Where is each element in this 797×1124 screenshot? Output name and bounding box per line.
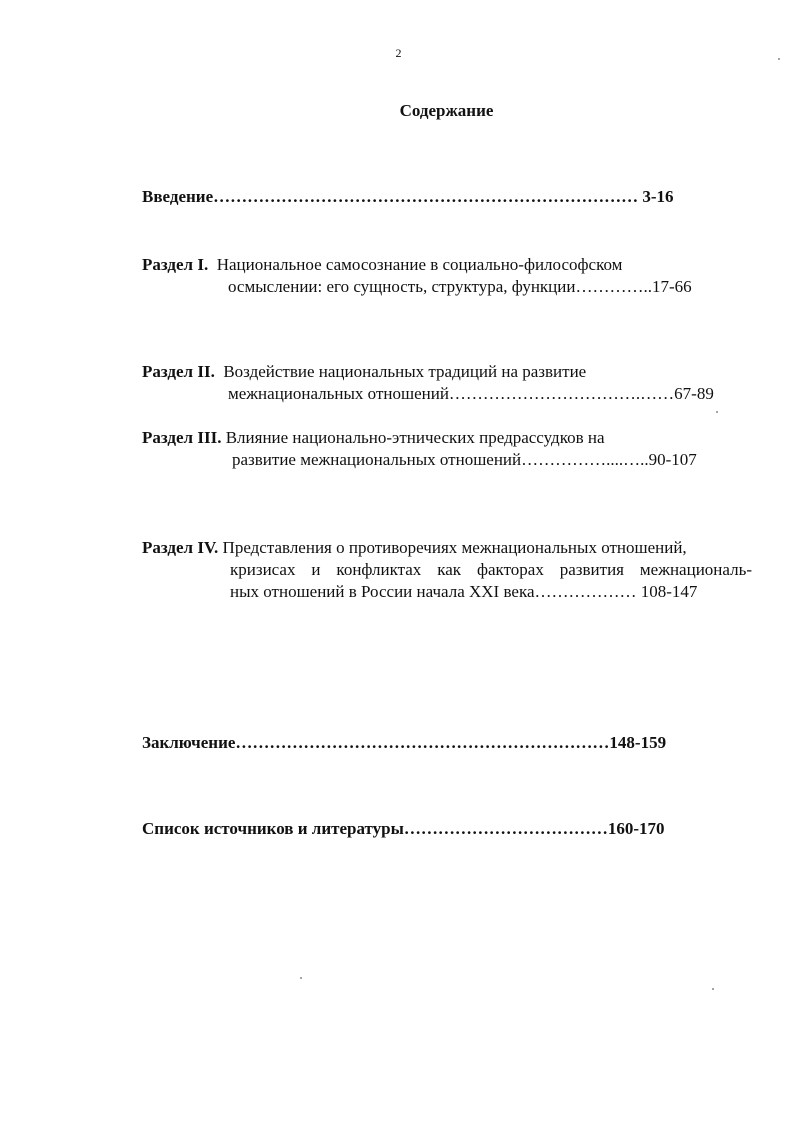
toc-section3-title-line1: Влияние национально-этнических предрассудков на: [225, 428, 605, 447]
toc-section1-label: Раздел I.: [142, 255, 209, 274]
toc-section4-title-line1: Представления о противоречиях межнациональных отношений,: [222, 538, 687, 557]
toc-section2-label: Раздел II.: [142, 362, 215, 381]
toc-intro: Введение………………………………………………………………… 3-16: [142, 187, 674, 206]
toc-section4-line2: кризисах и конфликтах как факторах развития межнациональ-: [230, 560, 752, 579]
toc-section3-line1: [142, 427, 605, 449]
toc-conclusion: Заключение…………………………………………………………148-159: [142, 733, 667, 752]
toc-section4-line1: [142, 537, 687, 559]
toc-section1-line2: осмыслении: его сущность, структура, функции…………..17-66: [228, 277, 692, 296]
toc-section3-label: Раздел III.: [142, 428, 222, 447]
page-number: 2: [395, 46, 402, 60]
toc-section4-label: Раздел IV.: [142, 538, 219, 557]
toc-bibliography: Список источников и литературы………………………………160-170: [142, 819, 665, 838]
toc-section1-line1: [142, 254, 622, 276]
toc-section2-line2: межнациональных отношений…………………………….……67-89: [228, 384, 714, 403]
toc-section4-line3: ных отношений в России начала XXI века……………… 108-147: [230, 582, 698, 601]
toc-section3-line2: развитие межнациональных отношений……………....…..90-107: [232, 450, 697, 469]
toc-section2-line1: [142, 361, 586, 383]
toc-section2-title-line1: Воздействие национальных традиций на развитие: [223, 362, 587, 381]
scan-speck: [778, 58, 780, 60]
page-title: Содержание: [399, 101, 494, 120]
toc-section1-title-line1: Национальное самосознание в социально-философском: [216, 255, 623, 274]
scan-speck: [712, 988, 714, 990]
scan-speck: [716, 411, 718, 413]
scan-speck: [300, 977, 302, 979]
